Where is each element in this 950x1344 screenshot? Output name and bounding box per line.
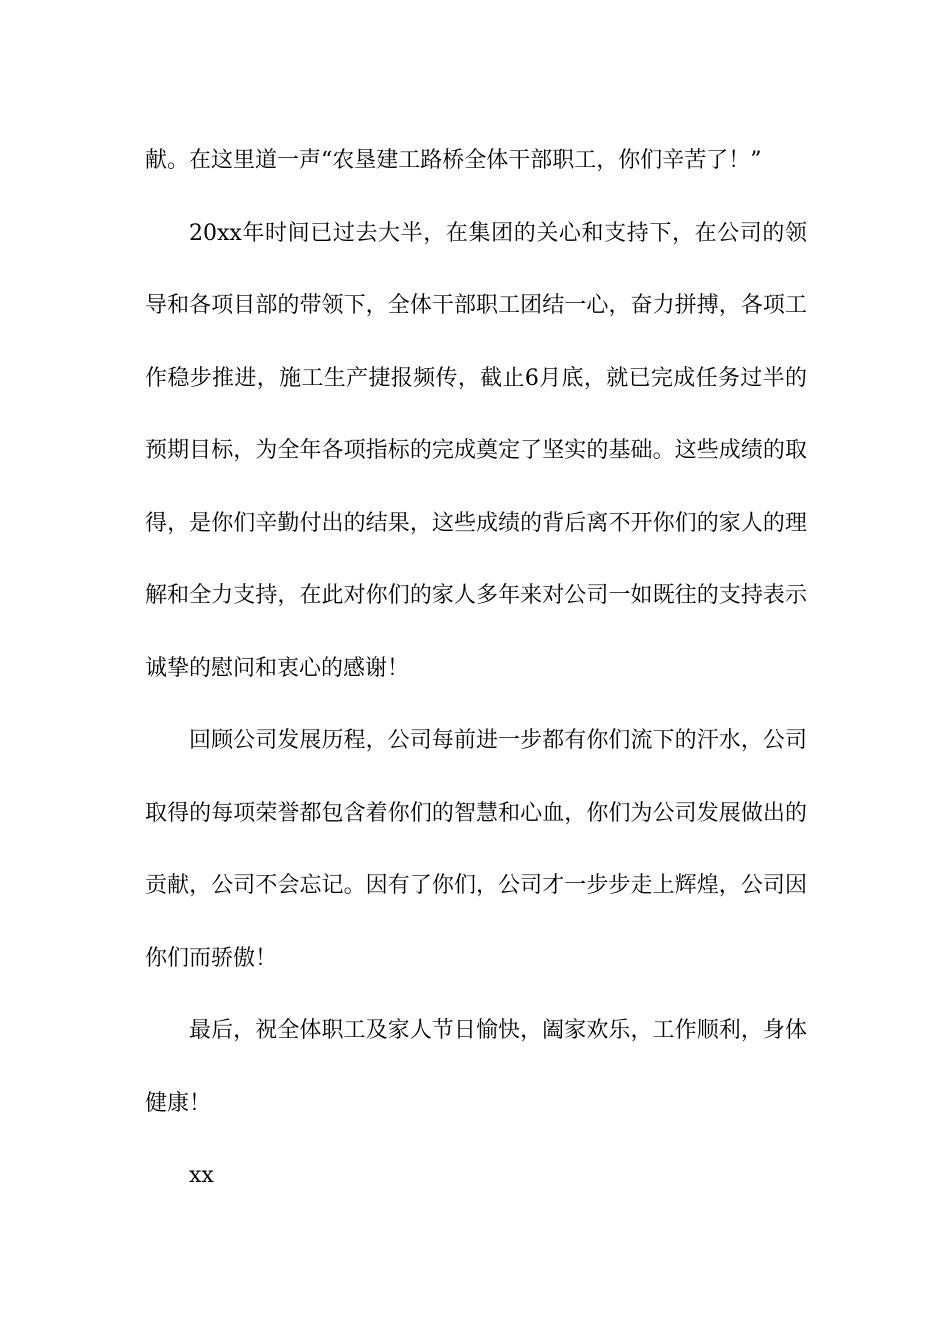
paragraph-wishes: 最后，祝全体职工及家人节日愉快，阖家欢乐，工作顺利，身体健康！ xyxy=(145,1018,807,1116)
paragraph-progress: 20xx年时间已过去大半，在集团的关心和支持下，在公司的领导和各项目部的带领下，全体干部职工团结一心，奋力拼搏，各项工作稳步推进，施工生产捷报频传，截止6月底，就已完成任务过半的预期目标，为全年各项指标的完成奠定了坚实的基础。这些成绩的取得，是你们辛勤付出的结果，这些成绩的背后离不开你们的家人的理解和全力支持，在此对你们的家人多年来对公司一如既往的支持表示诚挚的慰问和衷心的感谢！ xyxy=(145,220,807,681)
paragraph-continuation: 献。在这里道一声“农垦建工路桥全体干部职工，你们辛苦了！” xyxy=(145,148,762,173)
paragraph-history: 回顾公司发展历程，公司每前进一步都有你们流下的汗水，公司取得的每项荣誉都包含着你们的智慧和心血，你们为公司发展做出的贡献，公司不会忘记。因有了你们，公司才一步步走上辉煌，公司因你们而骄傲！ xyxy=(145,728,807,971)
signature: xx xyxy=(189,1163,214,1188)
document-body xyxy=(145,125,807,1213)
